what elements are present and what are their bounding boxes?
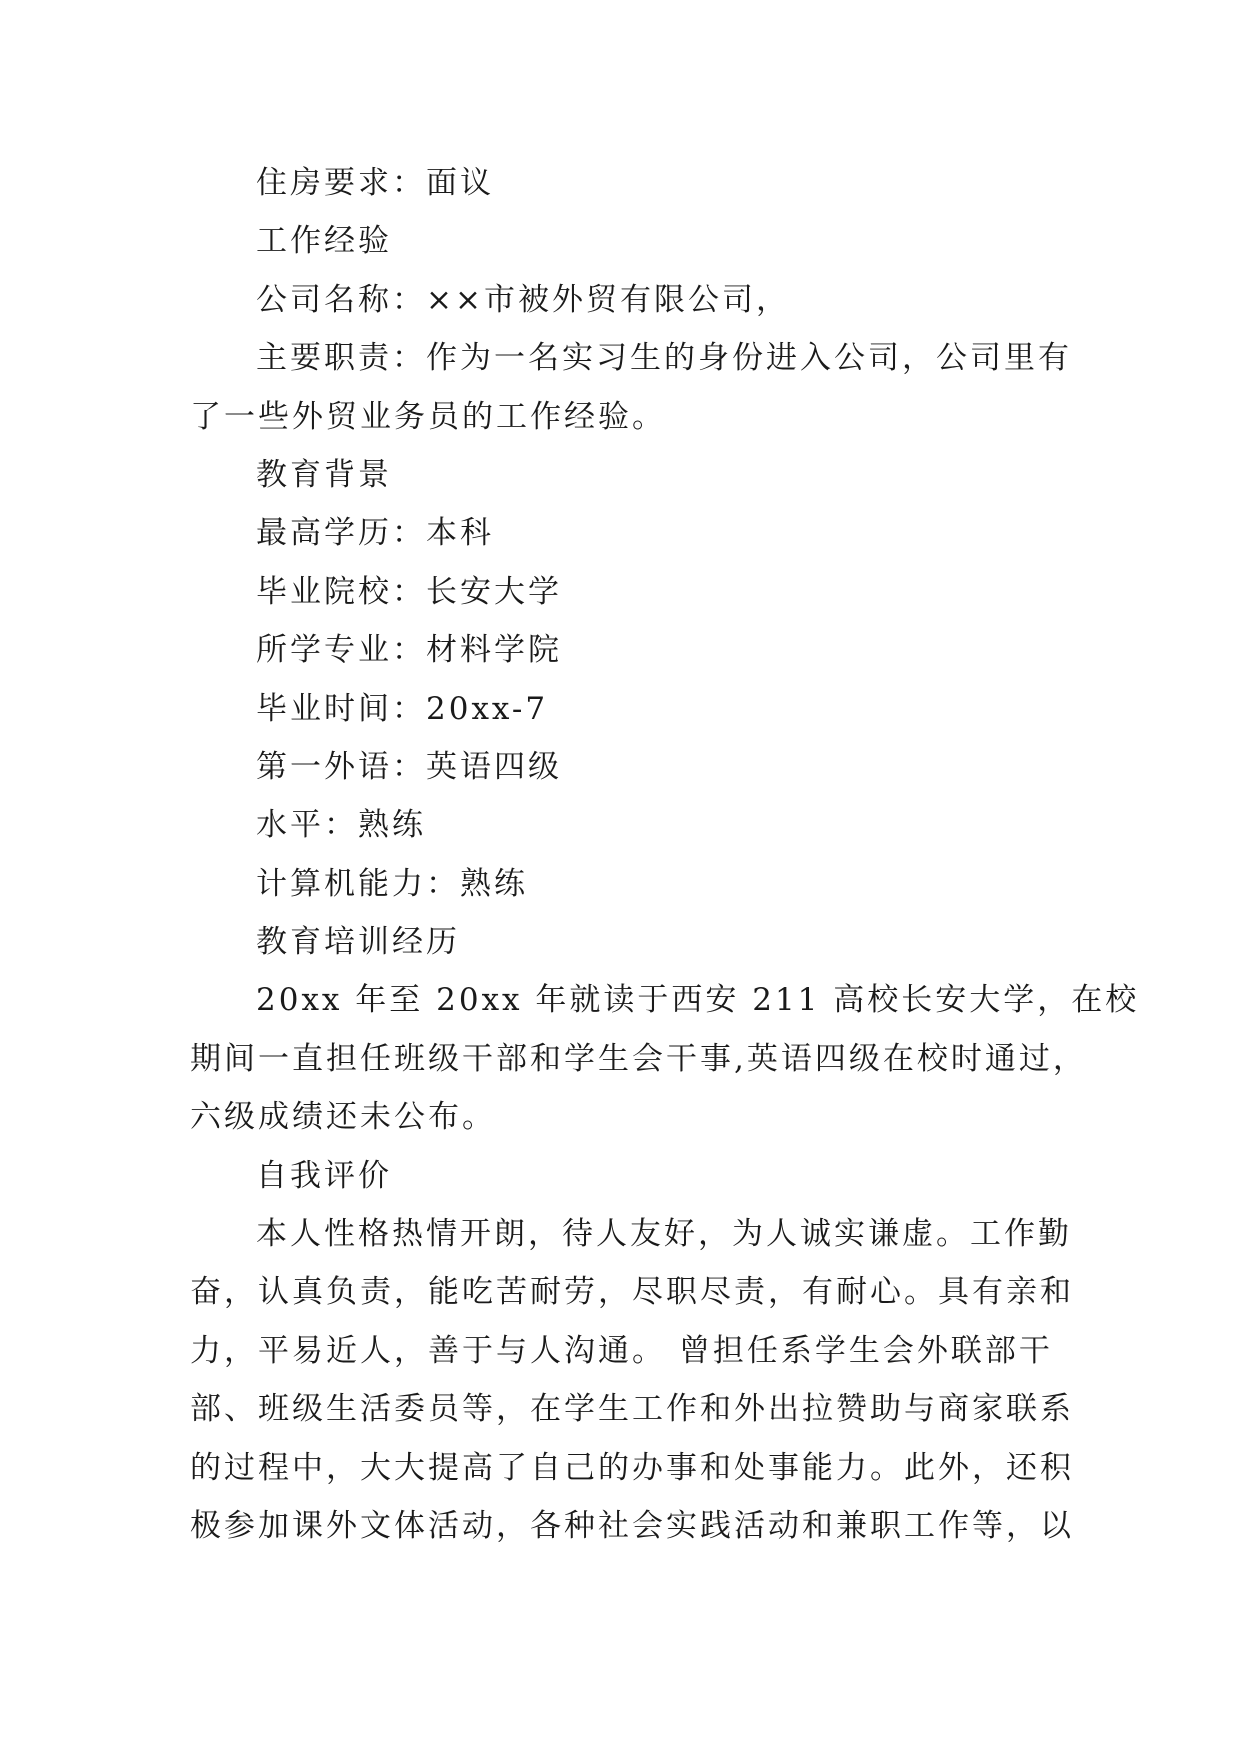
first-foreign-language-line: 第一外语：英语四级 [256, 748, 562, 785]
work-experience-heading: 工作经验 [256, 223, 392, 260]
main-duties-continuation: 了一些外贸业务员的工作经验。 [190, 398, 666, 435]
main-duties-line: 主要职责：作为一名实习生的身份进入公司，公司里有 [256, 340, 1072, 377]
self-evaluation-line-3: 力，平易近人，善于与人沟通。 曾担任系学生会外联部干 [190, 1332, 1053, 1369]
graduate-school-line: 毕业院校：长安大学 [256, 573, 562, 610]
education-background-heading: 教育背景 [256, 456, 392, 493]
education-training-heading: 教育培训经历 [256, 924, 460, 961]
major-line: 所学专业：材料学院 [256, 632, 562, 669]
training-paragraph-line-1: 20xx 年至 20xx 年就读于西安 211 高校长安大学，在校 [256, 982, 1140, 1019]
language-level-line: 水平：熟练 [256, 807, 426, 844]
training-paragraph-line-2: 期间一直担任班级干部和学生会干事,英语四级在校时通过， [190, 1040, 1087, 1077]
graduation-time-line: 毕业时间：20xx-7 [256, 690, 549, 727]
self-evaluation-line-5: 的过程中，大大提高了自己的办事和处事能力。此外，还积 [190, 1449, 1074, 1486]
computer-skill-line: 计算机能力：熟练 [256, 865, 528, 902]
self-evaluation-line-2: 奋，认真负责，能吃苦耐劳，尽职尽责，有耐心。具有亲和 [190, 1274, 1074, 1311]
self-evaluation-line-6: 极参加课外文体活动，各种社会实践活动和兼职工作等，以 [190, 1507, 1074, 1544]
company-name-line: 公司名称：××市被外贸有限公司， [256, 281, 790, 318]
document-body [190, 154, 1140, 1555]
self-evaluation-line-1: 本人性格热情开朗，待人友好，为人诚实谦虚。工作勤 [256, 1216, 1072, 1253]
housing-requirement-line: 住房要求：面议 [256, 165, 494, 201]
highest-degree-line: 最高学历：本科 [256, 515, 494, 552]
training-paragraph-line-3: 六级成绩还未公布。 [190, 1099, 496, 1136]
self-evaluation-line-4: 部、班级生活委员等，在学生工作和外出拉赞助与商家联系 [190, 1391, 1074, 1428]
self-evaluation-heading: 自我评价 [256, 1157, 392, 1194]
